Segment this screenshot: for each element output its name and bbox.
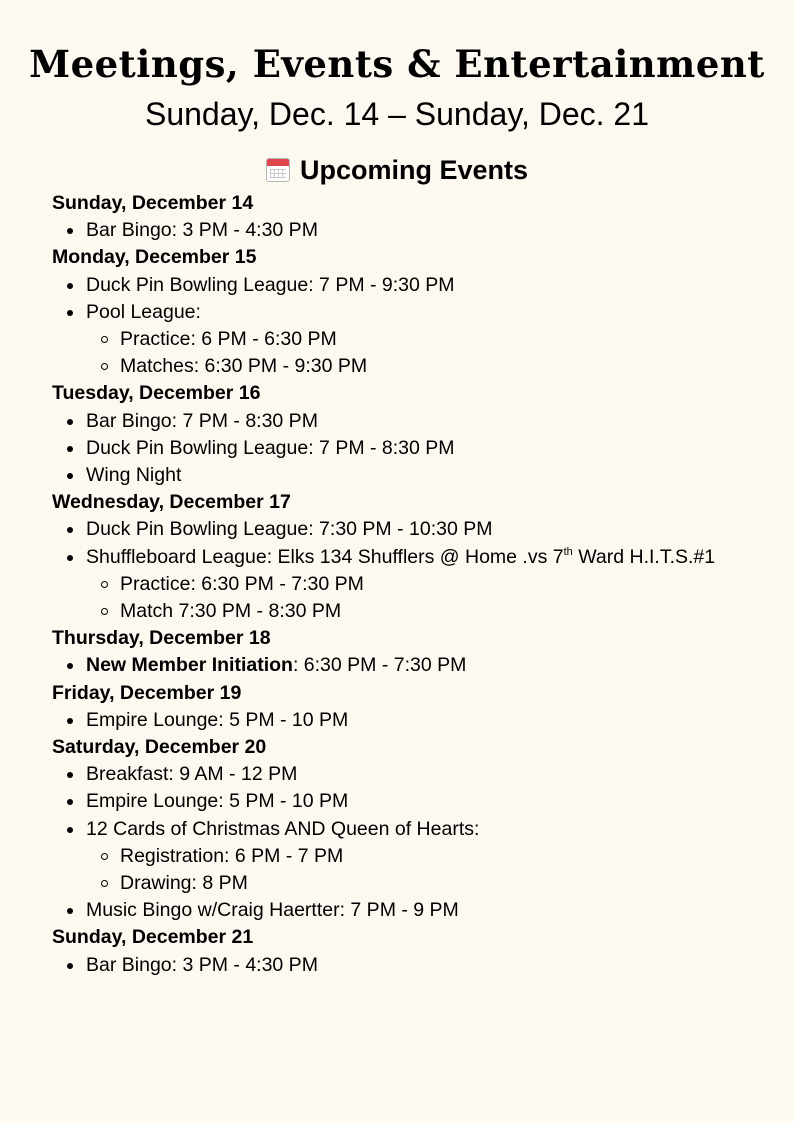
event-text: Duck Pin Bowling League: 7 PM - 9:30 PM xyxy=(86,273,455,296)
ordinal-suffix: th xyxy=(563,545,573,558)
sub-event-item xyxy=(52,598,782,625)
event-text: : 6:30 PM - 7:30 PM xyxy=(292,654,467,677)
event-text: Wing Night xyxy=(86,464,182,487)
day-heading: Friday, December 19 xyxy=(52,681,242,704)
section-title: Upcoming Events xyxy=(299,155,529,185)
event-item xyxy=(52,897,782,924)
events-list xyxy=(52,190,782,979)
day-heading: Saturday, December 20 xyxy=(52,736,267,759)
event-item xyxy=(52,408,782,435)
day-heading: Thursday, December 18 xyxy=(52,627,271,650)
event-item xyxy=(52,435,782,462)
sub-event-item xyxy=(52,326,782,353)
event-text: Registration: 6 PM - 7 PM xyxy=(120,844,344,867)
day-events xyxy=(52,761,782,924)
day-events xyxy=(52,707,782,734)
event-item xyxy=(52,217,782,244)
event-text: 12 Cards of Christmas AND Queen of Hearts: xyxy=(86,817,480,840)
calendar-icon xyxy=(266,158,290,182)
event-text: Match 7:30 PM - 8:30 PM xyxy=(120,600,342,623)
day-events xyxy=(52,272,782,381)
day-heading: Sunday, December 21 xyxy=(52,926,254,949)
event-text: Practice: 6:30 PM - 7:30 PM xyxy=(120,572,364,595)
day-heading: Tuesday, December 16 xyxy=(52,382,261,405)
event-text: Drawing: 8 PM xyxy=(120,872,248,895)
event-text: Bar Bingo: 3 PM - 4:30 PM xyxy=(86,953,318,976)
event-highlight: New Member Initiation xyxy=(86,654,293,677)
event-text: Duck Pin Bowling League: 7 PM - 8:30 PM xyxy=(86,436,455,459)
event-item xyxy=(52,516,782,543)
sub-event-item xyxy=(52,870,782,897)
event-item xyxy=(52,652,782,679)
event-item xyxy=(52,544,782,571)
day-events xyxy=(52,652,782,679)
event-text: Bar Bingo: 7 PM - 8:30 PM xyxy=(86,409,318,432)
event-text: Pool League: xyxy=(86,300,201,323)
event-text: Bar Bingo: 3 PM - 4:30 PM xyxy=(86,219,318,242)
sub-event-item xyxy=(52,353,782,380)
event-text: Duck Pin Bowling League: 7:30 PM - 10:30 PM xyxy=(86,518,493,541)
event-text: Empire Lounge: 5 PM - 10 PM xyxy=(86,708,349,731)
event-item xyxy=(52,952,782,979)
event-text: Shuffleboard League: Elks 134 Shufflers @ Home .vs 7 xyxy=(86,545,564,568)
event-item xyxy=(52,816,782,843)
event-item xyxy=(52,462,782,489)
sub-event-item xyxy=(52,571,782,598)
day-events xyxy=(52,952,782,979)
day-heading: Sunday, December 14 xyxy=(52,192,254,214)
event-text: Matches: 6:30 PM - 9:30 PM xyxy=(120,355,368,378)
day-heading: Wednesday, December 17 xyxy=(52,491,291,514)
event-item xyxy=(52,299,782,326)
day-events xyxy=(52,516,782,625)
event-item xyxy=(52,788,782,815)
event-item xyxy=(52,707,782,734)
page-title: Meetings, Events & Entertainment xyxy=(29,42,765,86)
event-text: Empire Lounge: 5 PM - 10 PM xyxy=(86,790,349,813)
event-text: Breakfast: 9 AM - 12 PM xyxy=(86,763,298,786)
date-range-subtitle: Sunday, Dec. 14 – Sunday, Dec. 21 xyxy=(144,96,649,132)
day-events xyxy=(52,408,782,490)
upcoming-events-heading xyxy=(0,150,794,190)
event-item xyxy=(52,272,782,299)
sub-event-item xyxy=(52,843,782,870)
event-text: Music Bingo w/Craig Haertter: 7 PM - 9 PM xyxy=(86,899,459,922)
event-text-continued: Ward H.I.T.S.#1 xyxy=(572,545,716,568)
day-events xyxy=(52,217,782,244)
day-heading: Monday, December 15 xyxy=(52,246,257,269)
event-text: Practice: 6 PM - 6:30 PM xyxy=(120,328,337,351)
event-item xyxy=(52,761,782,788)
